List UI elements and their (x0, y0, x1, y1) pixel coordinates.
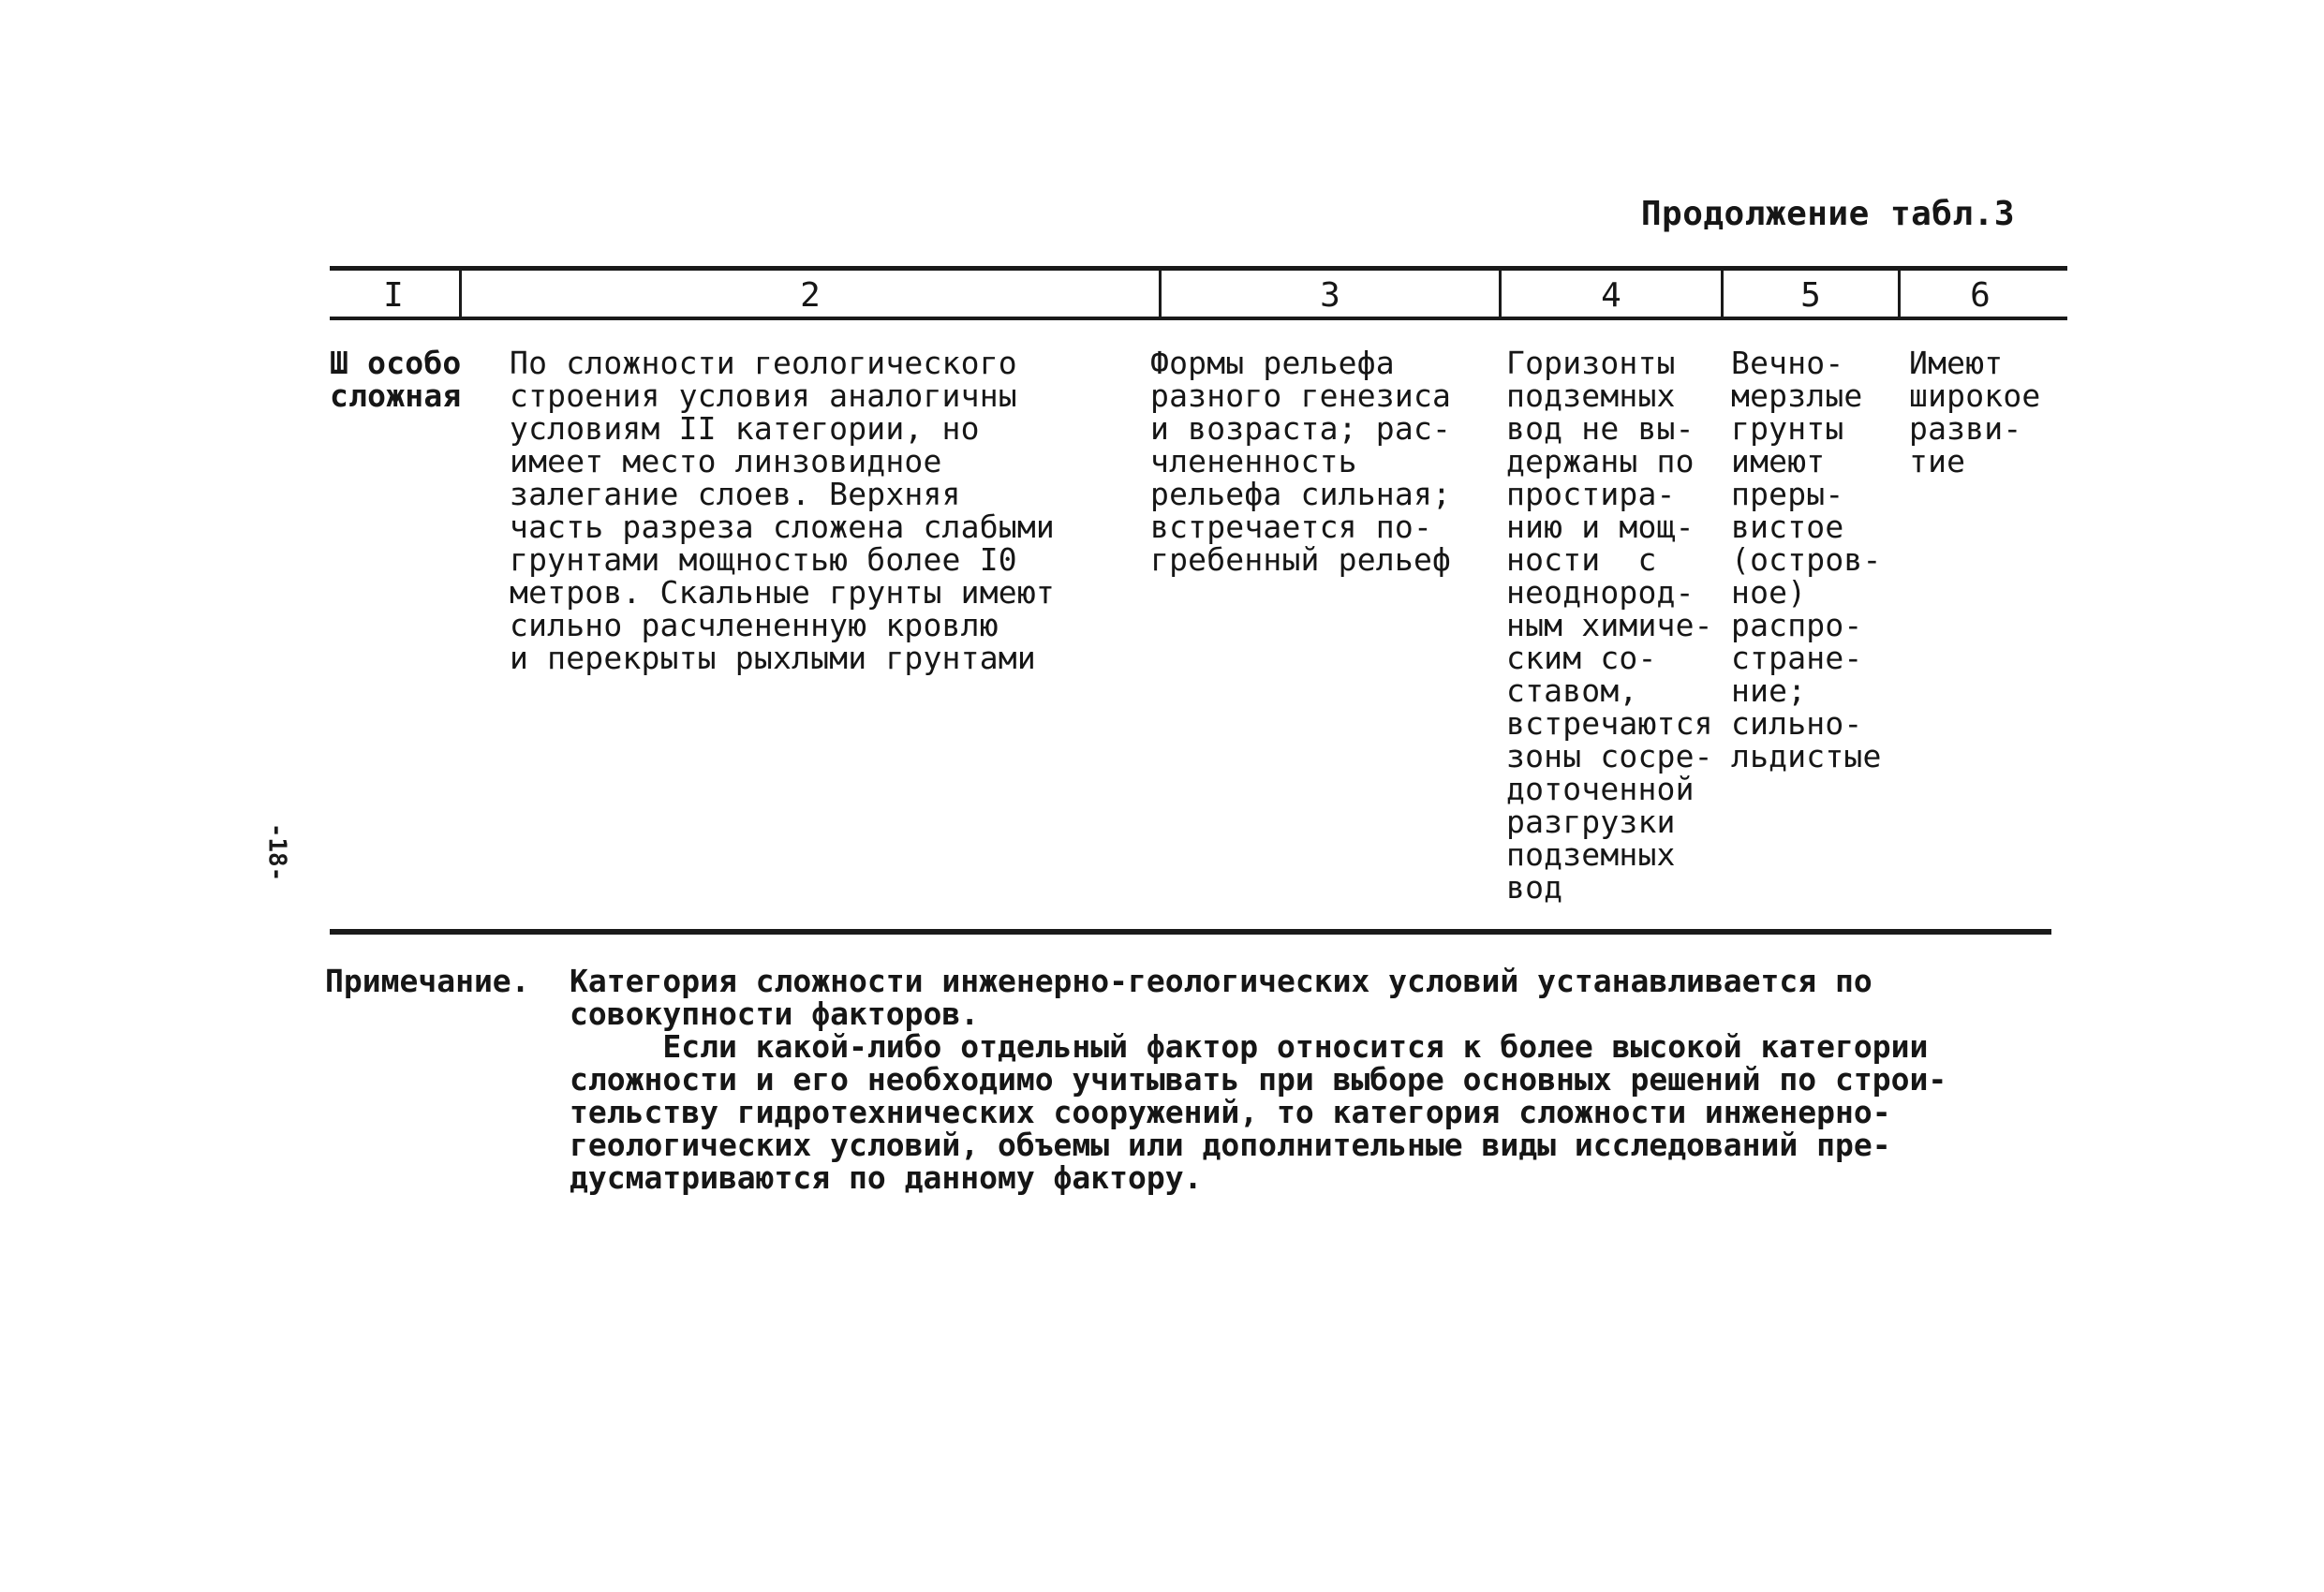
note-label: Примечание. (325, 963, 530, 999)
header-col-1: I (383, 276, 404, 315)
cell-groundwater: Горизонты подземных вод не вы- держаны по простира- нию и мощ- ности с неоднород- ным химиче- ским со- ставом, встречаются зоны сосре- доточенной разгрузки подземных вод (1506, 345, 1713, 906)
note-body: Категория сложности инженерно-геологических условий устанавливается по совокупности факторов. Если какой-либо отдельный фактор относится к более высокой категории сложности и его необходимо учитывать при выборе основных решений по строи- тельству гидротехнических сооружений, то категория сложности инженерно- геологических условий, объемы или дополнительные виды исследований пре- дусматриваются по данному фактору. (570, 963, 1947, 1196)
header-col-4: 4 (1601, 276, 1621, 315)
header-col-6: 6 (1970, 276, 1991, 315)
cell-permafrost: Вечно- мерзлые грунты имеют преры- вистое (остров- ное) распро- стране- ние; сильно- льдистые (1731, 345, 1882, 774)
cell-geology: По сложности геологического строения условия аналогичны условиям II категории, но имеет место линзовидное залегание слоев. Верхняя часть разреза сложена слабыми грунтами мощностью более I0 метров. Скальные грунты имеют сильно расчлененную кровлю и перекрыты рыхлыми грунтами (510, 345, 1055, 676)
continuation-label: Продолжение табл.3 (1640, 195, 2015, 233)
cell-category: Ш особо сложная (330, 345, 462, 414)
cell-development: Имеют широкое разви- тие (1909, 345, 2041, 479)
header-separator (459, 268, 462, 317)
table-header-rule (330, 317, 2067, 320)
page-number-text: -18- (262, 822, 290, 882)
cell-relief: Формы рельефа разного генезиса и возраста; рас- члененность рельефа сильная; встречается по- гребенный рельеф (1150, 345, 1452, 578)
header-col-5: 5 (1800, 276, 1821, 315)
table-top-rule (330, 266, 2067, 271)
header-col-3: 3 (1320, 276, 1340, 315)
header-col-2: 2 (800, 276, 821, 315)
table-bottom-rule (330, 929, 2051, 935)
page-number-mark (262, 801, 290, 904)
